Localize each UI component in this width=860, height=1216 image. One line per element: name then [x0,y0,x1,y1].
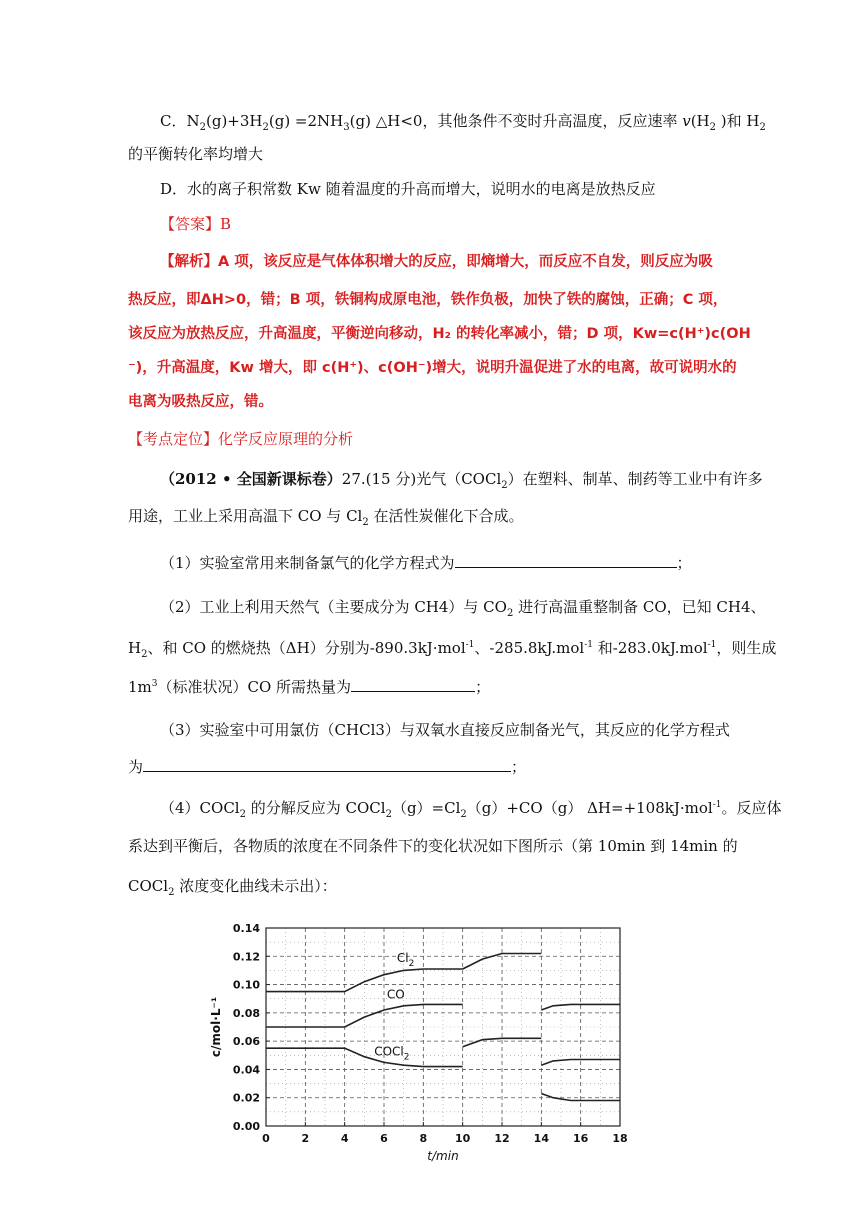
answer-blank-1[interactable] [455,553,677,568]
part-1: （1）实验室常用来制备氯气的化学方程式为 ； [160,554,692,572]
y-axis-label: c/mol·L⁻¹ [209,996,223,1058]
y-tick-label: 0.12 [232,950,260,964]
x-tick-label: 8 [419,1132,428,1145]
part-2-line3: $1m^3$（标准状况）CO 所需热量为 ； [128,678,491,696]
y-tick-label: 0.08 [232,1006,260,1020]
y-tick-label: 0.04 [232,1063,260,1077]
series-label-cocl2: COCl$_2$ [374,1044,410,1063]
part-3-line2: 为 ； [128,758,527,776]
analysis-line-2: 热反应，即ΔH>0，错；B 项，铁铜构成原电池，铁作负极，加快了铁的腐蚀，正确；C 项， [128,292,728,308]
question-27-line2: 用途，工业上采用高温下 CO 与 $Cl_2$ 在活性炭催化下合成。 [128,507,524,528]
x-tick-label: 12 [494,1132,510,1145]
y-tick-label: 0.06 [232,1035,260,1049]
y-tick-label: 0.10 [232,978,260,992]
x-tick-label: 2 [301,1132,310,1145]
answer-blank-2[interactable] [351,677,475,692]
series-label-co: CO [386,987,405,1002]
analysis-line-3: 该反应为放热反应，升高温度，平衡逆向移动，H₂ 的转化率减小，错；D 项，Kw=c(H⁺)c(OH [128,326,751,342]
series-line-cocl2 [266,1048,463,1066]
question-27-line1: （2012 • 全国新课标卷）27.(15 分)光气（COCl$_2$）在塑料、制革、制药等工业中有许多 [160,470,763,491]
y-tick-label: 0.00 [232,1120,260,1133]
part-3-line1: （3）实验室中可用氯仿（CHCl3）与双氧水直接反应制备光气，其反应的化学方程式 [160,721,730,739]
x-tick-label: 10 [455,1132,471,1145]
part-4-line1: （4）COCl$_2$ 的分解反应为 $COCl_2(g)=Cl_2(g)+CO(g)$ ΔH=+108kJ·mol$^{-1}$。反应体 [160,799,782,820]
series-line-co [266,1004,463,1027]
analysis-line-5: 电离为吸热反应，错。 [128,394,273,410]
answer-label: 【答案】B [160,215,232,233]
concentration-time-chart [196,910,636,1170]
part-2-line1: （2）工业上利用天然气（主要成分为 CH4）与 $CO_2$ 进行高温重整制备 CO，已知 CH4、 [160,598,766,619]
part-2-line2: $H_2$、和 CO 的燃烧热（ΔH）分别为-890.3kJ·mol$^{-1}$、-285.8kJ.mol$^{-1}$ 和-283.0kJ.mol$^{-1}$，则生成 [128,639,777,660]
x-axis-label: t/min [427,1149,459,1163]
x-tick-label: 18 [612,1132,628,1145]
analysis-line-1: 【解析】A 项，该反应是气体体积增大的反应，即熵增大，而反应不自发，则反应为吸 [160,254,713,270]
option-c-line1: C．$N_2(g)+3H_2(g) =2NH_3(g)$ △H<0，其他条件不变时升高温度，反应速率 $v(H_2$ )和 $H_2$ [160,112,766,133]
option-d: D．水的离子积常数 Kw 随着温度的升高而增大，说明水的电离是放热反应 [160,180,656,198]
part-4-line2: 系达到平衡后，各物质的浓度在不同条件下的变化状况如下图所示（第 10min 到 14min 的 [128,837,738,855]
x-tick-label: 4 [340,1132,349,1145]
x-tick-label: 0 [262,1132,270,1145]
x-tick-label: 6 [380,1132,388,1145]
y-tick-label: 0.02 [232,1091,260,1105]
chart-ticks [233,922,628,1145]
x-tick-label: 16 [573,1132,589,1145]
answer-blank-3[interactable] [143,757,511,772]
y-tick-label: 0.14 [232,922,260,935]
series-label-cl2: $Cl_2$ [396,950,415,969]
topic-location: 【考点定位】化学反应原理的分析 [128,430,354,448]
part-4-line3: COCl$_2$ 浓度变化曲线未示出）： [128,877,337,898]
option-c-line2: 的平衡转化率均增大 [128,145,264,163]
x-tick-label: 14 [533,1132,549,1145]
analysis-line-4: ⁻)，升高温度，Kw 增大，即 c(H⁺)、c(OH⁻)增大，说明升温促进了水的电离，故可说明水的 [128,360,737,376]
